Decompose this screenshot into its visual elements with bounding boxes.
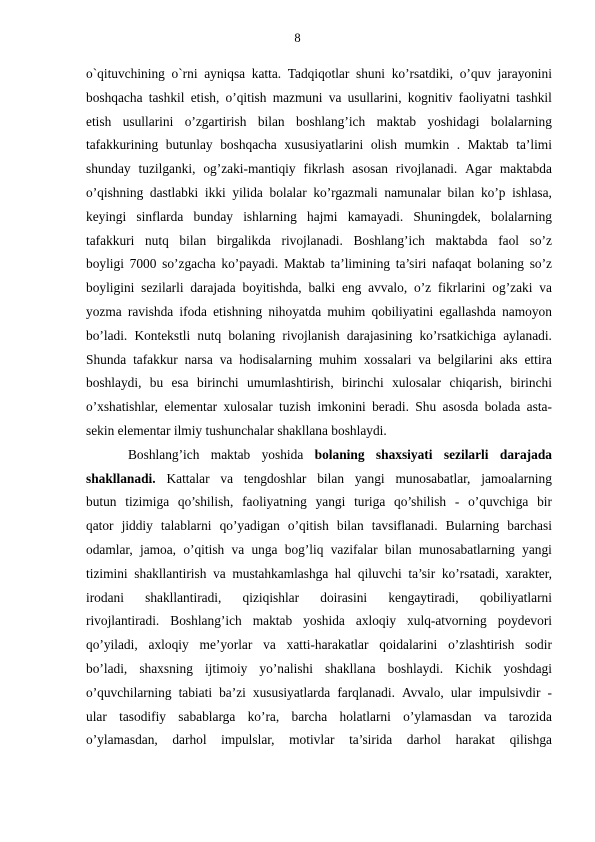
word: namoyon [502, 303, 552, 319]
word: o`qituvchining [86, 66, 165, 81]
word: tafakkuri [86, 232, 135, 248]
word: imkonini [317, 399, 366, 415]
word: fikrlarini [437, 280, 486, 296]
word: o’quv [459, 66, 491, 81]
word: birinchi [510, 375, 552, 391]
word: yozma [86, 303, 122, 319]
word: boyitishda, [242, 280, 302, 296]
page-number: 8 [294, 31, 301, 45]
word: boshlaydi. [387, 660, 444, 676]
word: tasodifiy [119, 708, 166, 724]
word: narsa [184, 351, 213, 367]
word: yoshida [303, 613, 345, 629]
word: - [454, 494, 460, 510]
word: bu [149, 375, 164, 391]
text-line [86, 728, 552, 752]
word: Boshlang’ich [128, 446, 200, 462]
word: jamoalarning [481, 470, 552, 486]
word: o’zlashtirish [448, 637, 515, 653]
word: rivojlanish [282, 327, 340, 343]
word: bolalar [269, 184, 307, 200]
word: o’quvchilarning [86, 684, 172, 700]
word: bolaning [477, 256, 524, 272]
word: qo’shilish, [177, 494, 234, 510]
word: ayniqsa [204, 66, 246, 81]
word: shaxsning [139, 660, 193, 676]
word: so’z [529, 232, 552, 248]
word: impulsivdir [478, 684, 541, 700]
word: boshqacha [86, 89, 143, 105]
word: xulosalar [392, 375, 442, 391]
word: darhol [172, 732, 207, 748]
text-line [86, 395, 552, 419]
word: etish [86, 113, 112, 129]
word: qobiliyatlarni [479, 589, 552, 605]
word: tashkil [516, 89, 552, 105]
text-line [86, 705, 552, 729]
text-line [86, 609, 552, 633]
word: va [219, 351, 233, 367]
word: rivojlantiradi. [86, 613, 160, 629]
word: munosabatlarning [418, 541, 515, 557]
word: shuni [356, 66, 386, 81]
word: Kontekstli [134, 327, 191, 343]
word: harakat [455, 732, 495, 748]
word: o’qitish [287, 518, 329, 534]
word: bolada [484, 399, 521, 415]
text-line [86, 371, 552, 395]
word: barchasi [507, 518, 552, 534]
word: elementar [164, 399, 218, 415]
word: sezilarli [141, 280, 184, 296]
word: va [539, 280, 552, 296]
word: katta. [251, 66, 282, 81]
text-line [86, 586, 552, 610]
word: vazifalar [330, 541, 378, 557]
word: sabablarga [178, 708, 236, 724]
word: bo’ladi. [86, 327, 128, 343]
word: beradi. [372, 399, 409, 415]
word: yangi [354, 470, 385, 486]
word: tafakkur [133, 351, 178, 367]
word: rivojlanadi. [395, 161, 458, 177]
word: sekin [86, 422, 115, 438]
word: ta’limining [330, 256, 391, 272]
word: etishning [213, 303, 263, 319]
word: ko’rsatadi, [441, 565, 499, 581]
word: irodani [86, 589, 124, 605]
word: bilan [384, 541, 412, 557]
word: ilmiy [173, 422, 203, 438]
word: qo’shilish [394, 494, 447, 510]
word: ko’p [480, 184, 506, 200]
word: mumkin [404, 137, 450, 153]
word: hal [334, 565, 352, 581]
word: boshlaydi, [86, 375, 142, 391]
word: sodir [525, 637, 552, 653]
word: ettira [524, 351, 552, 367]
word: aks [499, 351, 518, 367]
word: so’zgacha [162, 256, 216, 272]
word: ta’limi [516, 137, 552, 153]
text-line [86, 62, 552, 86]
word: darajasining [346, 327, 413, 343]
word: tashkil [148, 89, 185, 105]
word: impulslar, [221, 732, 275, 748]
text-line [86, 276, 552, 300]
text-line [86, 110, 552, 134]
word: hajmi [307, 208, 338, 224]
word: o’qishning [86, 184, 144, 200]
text-line [86, 419, 552, 443]
word: ular [450, 684, 472, 700]
text-line [86, 300, 552, 324]
word: birinchi [197, 375, 239, 391]
word: boshlaydi. [331, 422, 387, 438]
word: ta’sirida [349, 732, 393, 748]
word: maktab [210, 446, 251, 462]
word: bir [537, 494, 552, 510]
word: Shunda [86, 351, 127, 367]
text-line [86, 538, 552, 562]
word: xulosalar [223, 399, 273, 415]
word: unga [251, 541, 278, 557]
word: xususiyatlarda [252, 684, 331, 700]
text-line [86, 181, 552, 205]
word: bolalarning [491, 208, 552, 224]
word: mustahkamlashga [232, 565, 329, 581]
word: asta- [526, 399, 552, 415]
word: fikrlash [303, 161, 345, 177]
word: o`rni [171, 66, 198, 81]
word: yangi [315, 494, 346, 510]
word: olish [370, 137, 397, 153]
word: ikki [204, 184, 226, 200]
word: maktab [252, 613, 293, 629]
word: aylanadi. [503, 327, 552, 343]
text-line [86, 657, 552, 681]
word: ta’sir [408, 565, 436, 581]
word: jarayonini [497, 66, 552, 81]
word: bolaning [314, 446, 365, 462]
word: jamoa, [139, 541, 177, 557]
word: darajada [190, 280, 236, 296]
word: bunday [193, 208, 233, 224]
word: sezilarli [443, 446, 489, 462]
word: usullarini, [347, 89, 402, 105]
word: tushunchalar [205, 422, 274, 438]
word: ko’ra, [247, 708, 280, 724]
word: va [418, 351, 431, 367]
word: tuzilganki, [138, 161, 196, 177]
word: ko’rsatdiki, [391, 66, 454, 81]
word: usullarini [122, 113, 174, 129]
word: kognitiv [407, 89, 453, 105]
word: bilan [179, 232, 207, 248]
word: xususiyatlarini [284, 137, 364, 153]
text-line [86, 229, 552, 253]
word: qiluvchi [357, 565, 402, 581]
text-line [86, 205, 552, 229]
word: Maktab [467, 137, 509, 153]
word: Boshlang’ich [170, 613, 242, 629]
word: Kichik [455, 660, 492, 676]
word: talablarni [160, 518, 212, 534]
word: qo’yiladi, [86, 637, 138, 653]
word: . [456, 137, 461, 153]
word: xossalari [363, 351, 412, 367]
word: ba’zi [219, 684, 246, 700]
word: qo’yadigan [219, 518, 280, 534]
word: tafakkurining [86, 137, 159, 153]
word: o’z [414, 280, 432, 296]
word: bilan [317, 470, 345, 486]
text-line [86, 633, 552, 657]
word: shaxsiyati [375, 446, 433, 462]
word: munosabatlar, [395, 470, 471, 486]
word: jiddiy [121, 518, 153, 534]
word: ta’siri [395, 256, 427, 272]
word: ular [86, 708, 107, 724]
word: balki [308, 280, 336, 296]
word: qoidalarini [379, 637, 438, 653]
body-text [86, 62, 552, 752]
word: turiga [354, 494, 386, 510]
text-line [86, 252, 552, 276]
word: yoshidagi [427, 113, 480, 129]
word: qilishga [509, 732, 552, 748]
word: tabiati [178, 684, 213, 700]
word: bog’liq [284, 541, 324, 557]
word: faoliyatni [458, 89, 510, 105]
word: eng [342, 280, 362, 296]
text-line [86, 157, 552, 181]
word: o’zgartirish [184, 113, 247, 129]
word: va [263, 637, 276, 653]
word: va [328, 89, 342, 105]
word: so’z [529, 256, 552, 272]
word: o’ylamasdan [403, 708, 472, 724]
word: maktabda [499, 161, 552, 177]
word: tavsiflanadi. [371, 518, 438, 534]
word: tizimiga [125, 494, 170, 510]
word: nihoyatda [268, 303, 322, 319]
word: faol [498, 232, 520, 248]
word: yilida [232, 184, 263, 200]
word: me’yorlar [199, 637, 253, 653]
word: tizimini [86, 565, 128, 581]
word: bilan [257, 113, 285, 129]
word: darajada [499, 446, 552, 462]
word: kengaytiradi, [388, 589, 459, 605]
word: ijtimoiy [204, 660, 248, 676]
word: belgilarini [437, 351, 493, 367]
word: axloqiy [355, 613, 397, 629]
word: rivojlanadi. [281, 232, 343, 248]
word: faoliyatning [242, 494, 307, 510]
text-line [86, 324, 552, 348]
word: ifoda [179, 303, 207, 319]
word: muhim [327, 303, 366, 319]
word: barcha [291, 708, 328, 724]
word: nafaqat [432, 256, 472, 272]
word: motivlar [289, 732, 335, 748]
word: doirasini [320, 589, 368, 605]
word: 7000 [129, 256, 157, 272]
word: xatti-harakatlar [286, 637, 369, 653]
word: sinflarda [136, 208, 184, 224]
text-line [86, 443, 552, 467]
word: shakllanadi. [86, 470, 156, 486]
text-line [86, 467, 552, 491]
word: bolalarning [490, 113, 552, 129]
word: bilan [447, 184, 475, 200]
word: boshlang’ich [296, 113, 366, 129]
word: og’zaki [492, 280, 533, 296]
text-line [86, 86, 552, 110]
word: holatlarni [339, 708, 391, 724]
word: o’qitish [183, 541, 225, 557]
word: boyligini [86, 280, 135, 296]
word: shakllantiradi, [145, 589, 222, 605]
text-line [86, 514, 552, 538]
word: o’qitish [225, 89, 267, 105]
word: yoshdagi [503, 660, 552, 676]
word: yangi [522, 541, 552, 557]
word: asosan [352, 161, 388, 177]
word: boshqacha [220, 137, 277, 153]
word: va [231, 541, 245, 557]
word: shakllana [325, 660, 376, 676]
word: kamayadi. [347, 208, 404, 224]
word: qiziqishlar [242, 589, 300, 605]
word: asosda [442, 399, 479, 415]
word: yo’nalishi [259, 660, 313, 676]
word: Avvalo, [401, 684, 444, 700]
word: esa [171, 375, 189, 391]
text-line [86, 681, 552, 705]
word: ko’rgazmali [313, 184, 378, 200]
word: Boshlang’ich [353, 232, 425, 248]
word: xarakter, [505, 565, 552, 581]
word: butunlay [165, 137, 213, 153]
word: tarozida [508, 708, 552, 724]
word: nutq [197, 327, 222, 343]
word: ko’payadi. [221, 256, 279, 272]
word: Tadqiqotlar [287, 66, 350, 81]
word: ko’rsatkichiga [419, 327, 497, 343]
word: avvalo, [368, 280, 408, 296]
word: Shuningdek, [413, 208, 481, 224]
word: Maktab [283, 256, 325, 272]
word: hodisalarning [239, 351, 313, 367]
word: bilan [336, 518, 364, 534]
word: - [547, 684, 552, 700]
word: chiqarish, [449, 375, 502, 391]
word: xulq-atvorning [407, 613, 487, 629]
word: qator [86, 518, 114, 534]
word: Kattalar [166, 470, 210, 486]
word: boyligi [86, 256, 124, 272]
word: o’xshatishlar, [86, 399, 158, 415]
word: butun [86, 494, 117, 510]
word: tengdoshlar [243, 470, 307, 486]
word: namunalar [384, 184, 441, 200]
word: tuzish [279, 399, 311, 415]
text-line [86, 348, 552, 372]
word: axloqiy [148, 637, 189, 653]
word: birinchi [342, 375, 384, 391]
word: ishlasa, [512, 184, 552, 200]
text-line [86, 490, 552, 514]
word: maktab [376, 113, 417, 129]
word: qobiliyatini [371, 303, 434, 319]
word: umumlashtirish, [247, 375, 334, 391]
word: farqlanadi. [337, 684, 395, 700]
text-line [86, 133, 552, 157]
word: etish, [190, 89, 220, 105]
word: shakllantirish [134, 565, 207, 581]
word: Bularning [445, 518, 500, 534]
word: va [220, 470, 234, 486]
word: muhim [318, 351, 357, 367]
word: ishlarning [243, 208, 297, 224]
word: bolaning [228, 327, 276, 343]
word: elementar [117, 422, 171, 438]
word: mazmuni [272, 89, 323, 105]
word: maktabda [435, 232, 488, 248]
word: va [213, 565, 226, 581]
word: nutq [144, 232, 169, 248]
word: odamlar, [86, 541, 133, 557]
word: og’zaki-mantiqiy [203, 161, 296, 177]
word: poydevori [497, 613, 552, 629]
word: yoshida [261, 446, 304, 462]
word: ravishda [127, 303, 174, 319]
word: va [483, 708, 497, 724]
word: shakllana [277, 422, 328, 438]
word: birgalikda [216, 232, 271, 248]
word: o’quvchiga [468, 494, 529, 510]
word: keyingi [86, 208, 127, 224]
word: Agar [465, 161, 492, 177]
word: bo’ladi, [86, 660, 128, 676]
word: darhol [406, 732, 442, 748]
text-line [86, 562, 552, 586]
word: o’ylamasdan, [86, 732, 158, 748]
word: dastlabki [149, 184, 199, 200]
word: shunday [86, 161, 131, 177]
word: egallashda [439, 303, 496, 319]
word: Shu [415, 399, 437, 415]
